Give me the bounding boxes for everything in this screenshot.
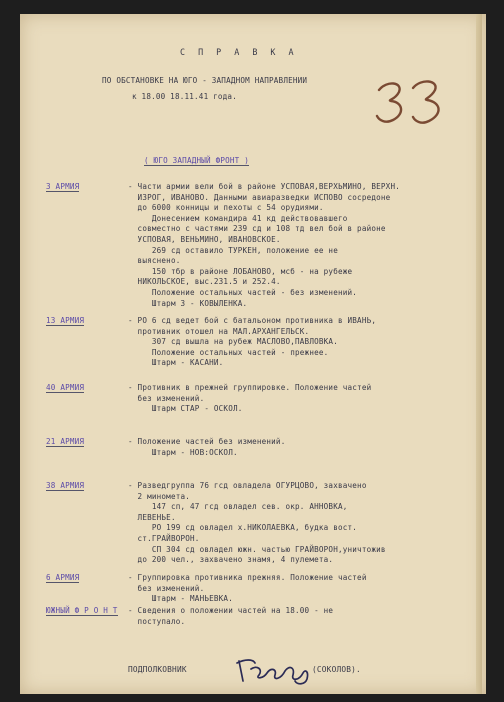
report-line: 307 сд вышла на рубеж МАСЛОВО,ПАВЛОВКА. (128, 337, 338, 347)
army-label: 40 АРМИЯ (46, 383, 85, 392)
report-line: 2 миномета. (128, 491, 191, 501)
report-line: без изменений. (128, 583, 205, 593)
report-line: - Положение частей без изменений. (128, 437, 286, 446)
report-line: Штарм 3 - КОВЫЛЕНКА. (128, 298, 248, 308)
document-subtitle-2: к 18.00 18.11.41 года. (132, 92, 237, 101)
report-line: поступало. (128, 616, 186, 626)
report-line: без изменений. (128, 393, 205, 403)
report-line: Положение остальных частей - без изменений. (128, 288, 358, 297)
report-line: - Противник в прежней группировке. Положение частей (128, 383, 372, 392)
signature-name: (СОКОЛОВ). (312, 665, 361, 674)
report-line: выяснено. (128, 256, 181, 266)
report-line: 150 тбр в районе ЛОБАНОВО, мсб - на рубеже (128, 266, 353, 276)
report-line: РО 199 сд овладел х.НИКОЛАЕВКА, будка вост. (128, 523, 358, 533)
report-line: - Разведгруппа 76 гсд овладела ОГУРЦОВО, захвачено (128, 481, 367, 490)
report-line: - РО 6 сд ведет бой с батальоном противника в ИВАНЬ, (128, 316, 377, 325)
document-title: С П Р А В К А (180, 47, 298, 57)
report-line: до 200 чел., захвачено знамя, 4 пулемета. (128, 555, 334, 565)
report-line: ЛЕВЕНЬЕ. (128, 512, 176, 522)
army-label: 13 АРМИЯ (46, 316, 85, 325)
report-line: - Части армии вели бой в районе УСПОВАЯ,ВЕРХЬМИНО, ВЕРХН. (128, 182, 400, 191)
page-edge (476, 14, 482, 694)
report-line: - Группировка противника прежняя. Положение частей (128, 573, 367, 582)
signature-rank: ПОДПОЛКОВНИК (128, 665, 187, 674)
report-line: Штарм - НОВ:ОСКОЛ. (128, 447, 238, 457)
report-line: до 6000 конницы и пехоты с 54 орудиями. (128, 203, 324, 213)
report-line: Донесением командира 41 кд действовавшего (128, 213, 348, 223)
report-line: ст.ГРАЙВОРОН. (128, 534, 200, 543)
report-line: УСПОВАЯ, ВЕНЬМИНО, ИВАНОВСКОЕ. (128, 235, 281, 244)
army-label: 21 АРМИЯ (46, 437, 85, 446)
army-label: 3 АРМИЯ (46, 182, 80, 191)
handwritten-page-number (373, 76, 453, 128)
army-label: 6 АРМИЯ (46, 573, 80, 582)
document-subtitle-1: ПО ОБСТАНОВКЕ НА ЮГО - ЗАПАДНОМ НАПРАВЛЕНИИ (102, 76, 308, 85)
report-line: Положение остальных частей - прежнее. (128, 347, 329, 357)
report-line: Штарм - КАСАНИ. (128, 358, 224, 368)
report-line: 269 сд оставило ТУРКЕН, положение ее не (128, 245, 338, 255)
report-line: ИЗРОГ, ИВАНОВО. Данными авиаразведки ИСПОВО сосредоне (128, 192, 391, 202)
report-line: - Сведения о положении частей на 18.00 - не (128, 606, 334, 615)
army-label: 38 АРМИЯ (46, 481, 85, 490)
report-line: 147 сп, 47 гсд овладел сев. окр. АННОВКА, (128, 502, 348, 512)
report-line: противник отошел на МАЛ.АРХАНГЕЛЬСК. (128, 326, 310, 336)
front-header: ( ЮГО ЗАПАДНЫЙ ФРОНТ ) (144, 156, 249, 165)
report-line: Штарм СТАР - ОСКОЛ. (128, 404, 243, 414)
army-label: ЮЖНЫЙ Ф Р О Н Т (46, 606, 118, 615)
report-line: СП 304 сд овладел южн. частью ГРАЙВОРОН,уничтожив (128, 544, 386, 554)
report-line: Штарм - МАНЬЕВКА. (128, 594, 233, 604)
report-line: совместно с частями 239 сд и 108 тд вел бой в районе (128, 224, 386, 234)
report-line: НИКОЛЬСКОЕ, выс.231.5 и 252.4. (128, 277, 281, 287)
document-page (20, 14, 486, 694)
